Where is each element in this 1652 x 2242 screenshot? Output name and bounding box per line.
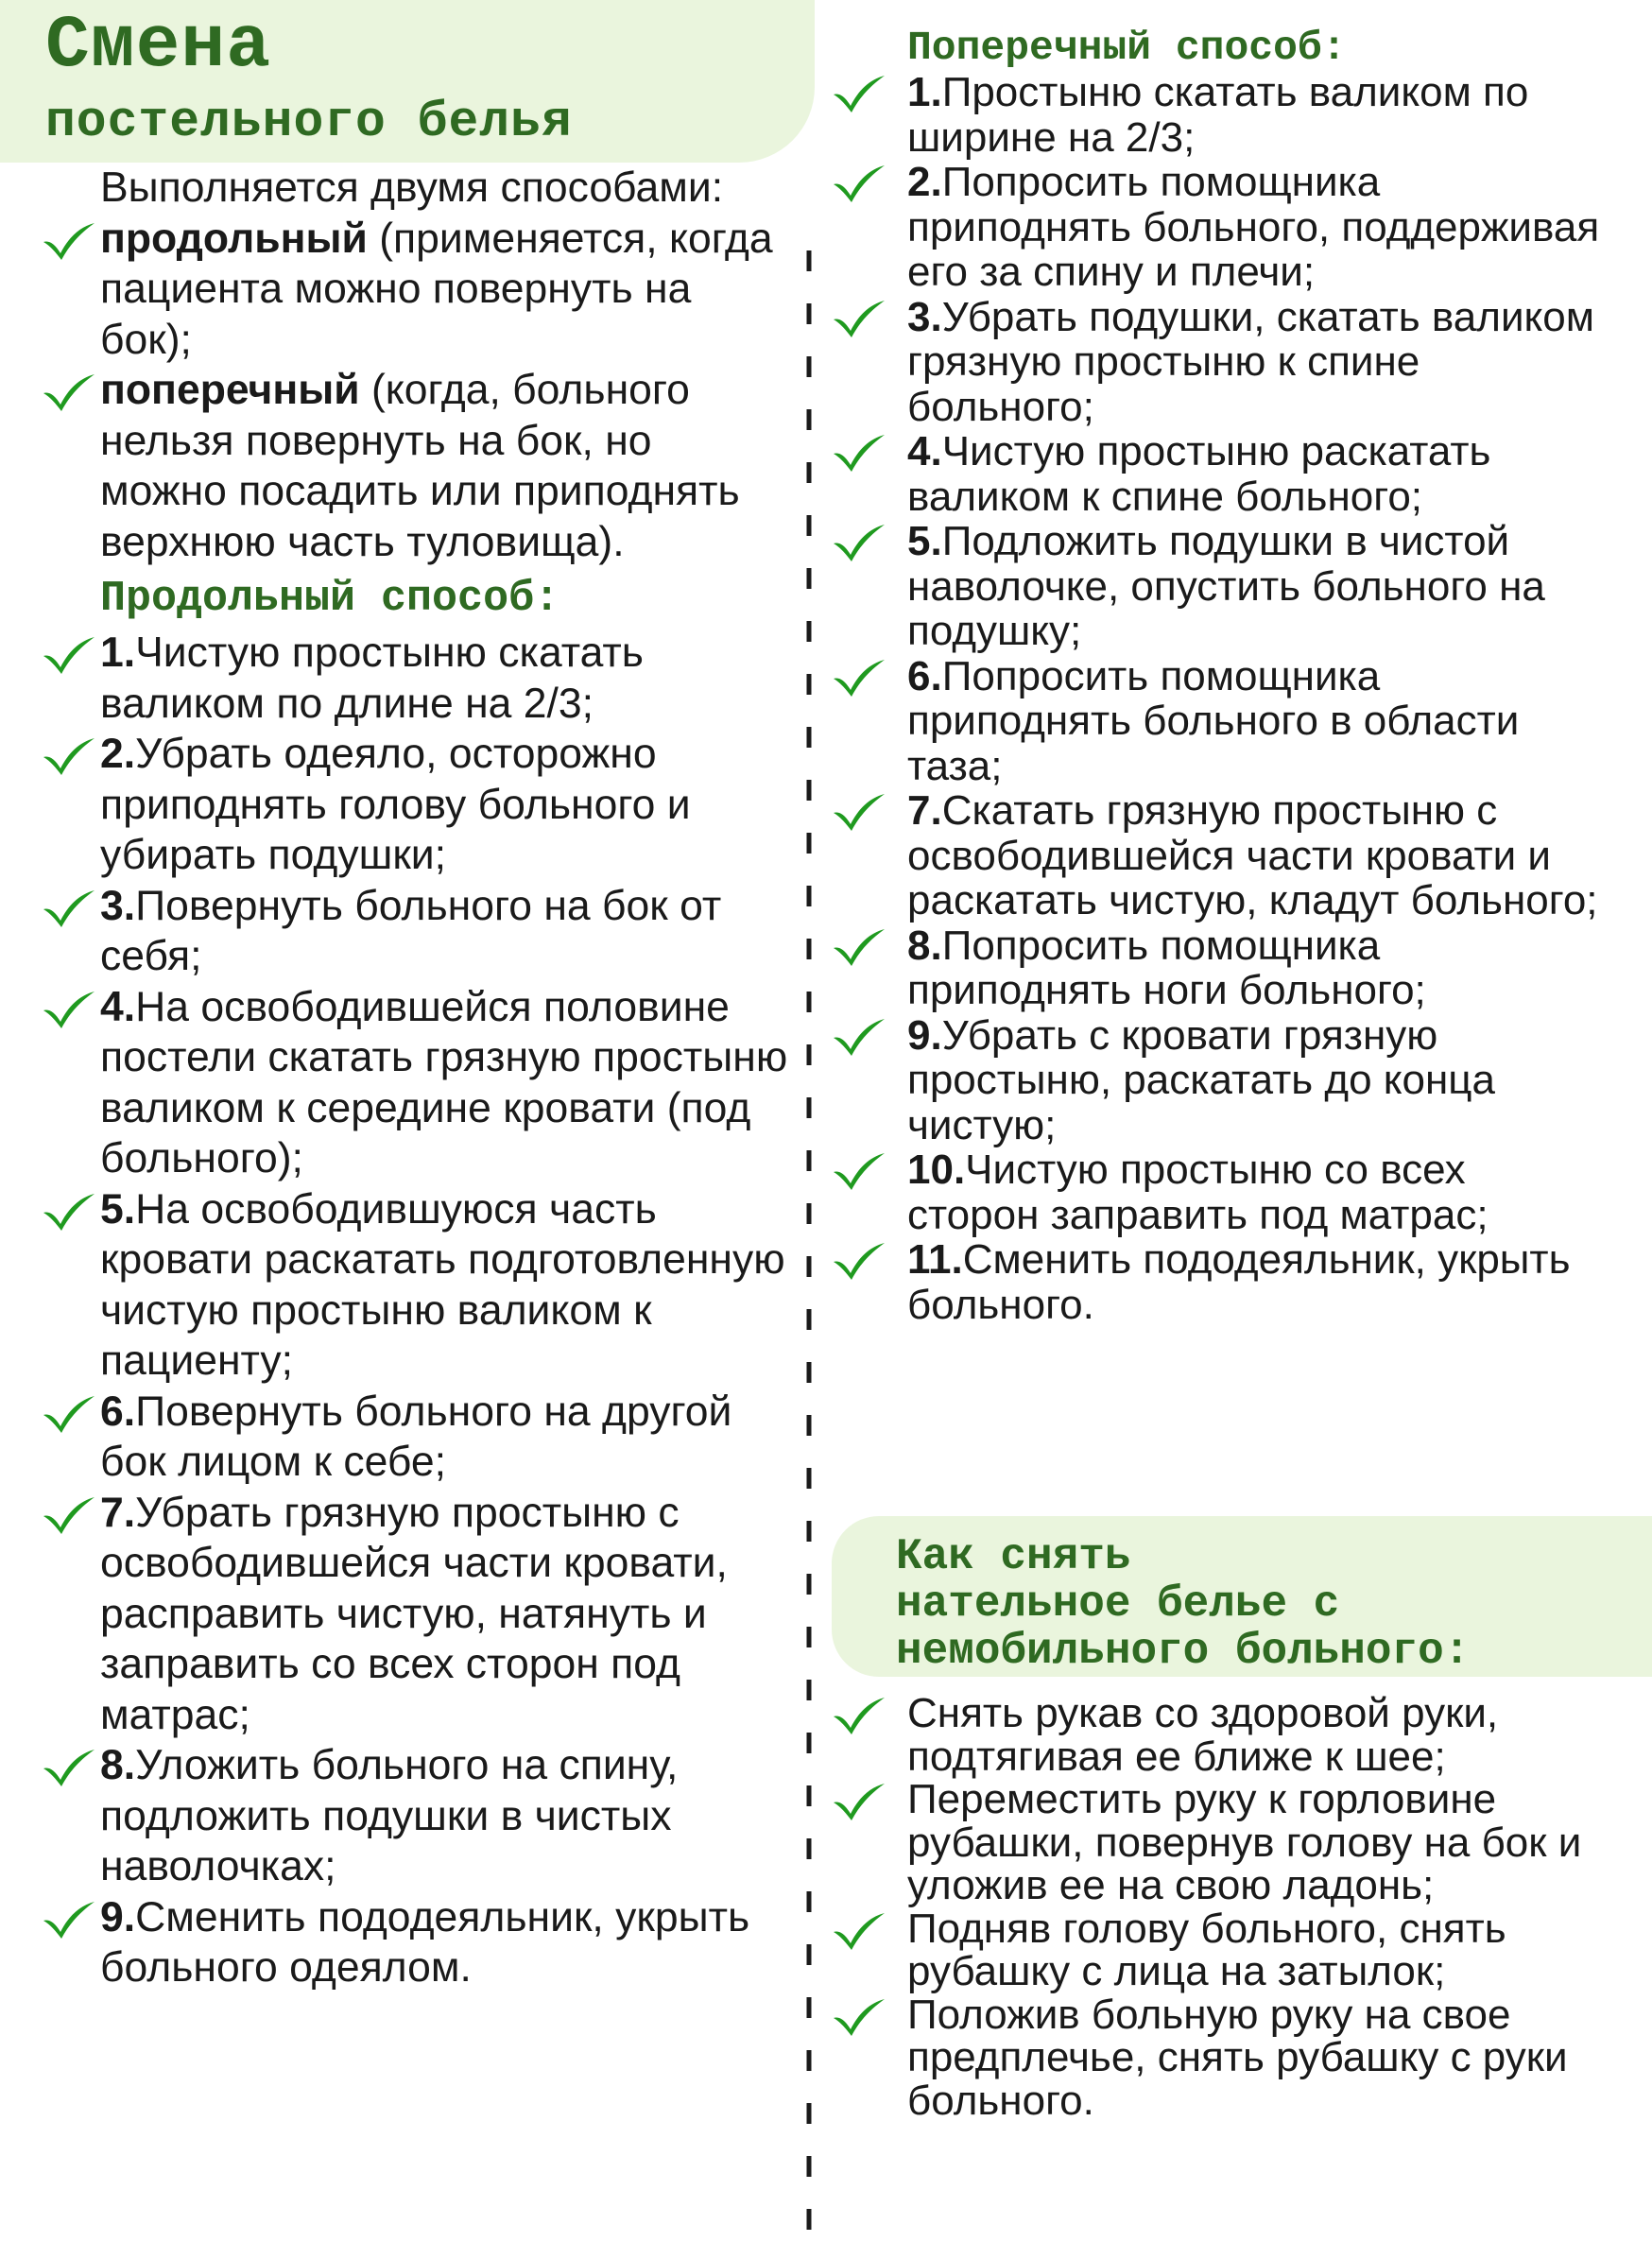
transverse-step-text: Попросить помощника приподнять больного, поддерживая его за спину и плечи; — [907, 159, 1600, 295]
longitudinal-step-text: Убрать грязную простыню с освободившейся части кровати, расправить чистую, натянуть и заправить со всех сторон под матрас; — [100, 1489, 728, 1738]
method-item — [42, 214, 788, 366]
transverse-step-text: Попросить помощника приподнять ноги больного; — [907, 922, 1426, 1013]
longitudinal-step — [42, 1184, 788, 1387]
checkmark-icon — [42, 221, 96, 261]
method-item-text: (когда, больного нельзя повернуть на бок, но можно посадить или приподнять верхнюю часть туловища). — [100, 367, 740, 565]
longitudinal-step-text: Сменить пододеяльник, укрыть больного одеялом. — [100, 1893, 750, 1991]
transverse-step-text: Чистую простыню раскатать валиком к спине больного; — [907, 428, 1491, 520]
checkmark-icon — [832, 1017, 886, 1057]
longitudinal-step-text: Убрать одеяло, осторожно приподнять голову больного и убирать подушки; — [100, 731, 691, 878]
transverse-steps — [832, 70, 1607, 1327]
underwear-steps — [832, 1692, 1607, 2122]
transverse-step — [832, 519, 1607, 654]
underwear-step-text: Положив больную руку на свое предплечье, снять рубашку с руки больного. — [907, 1991, 1568, 2124]
methods-list — [42, 214, 788, 568]
checkmark-icon — [42, 1394, 96, 1434]
method-item-number: продольный — [100, 215, 368, 262]
transverse-step — [832, 70, 1607, 160]
underwear-heading-line1: Как снять — [896, 1532, 1131, 1581]
transverse-step — [832, 923, 1607, 1013]
checkmark-icon — [832, 792, 886, 832]
longitudinal-step-number: 6. — [100, 1388, 136, 1435]
checkmark-icon — [832, 927, 886, 967]
method-item-number: поперечный — [100, 367, 360, 413]
longitudinal-step — [42, 1488, 788, 1741]
transverse-step — [832, 788, 1607, 923]
transverse-step — [832, 654, 1607, 789]
checkmark-icon — [42, 1192, 96, 1232]
checkmark-icon — [832, 1782, 886, 1821]
checkmark-icon — [832, 164, 886, 203]
longitudinal-step-number: 8. — [100, 1742, 136, 1788]
method-item-text: (применяется, когда пациента можно повернуть на бок); — [100, 215, 773, 363]
transverse-step-number: 11. — [907, 1236, 963, 1283]
checkmark-icon — [42, 990, 96, 1029]
checkmark-icon — [42, 372, 96, 412]
underwear-step-text: Переместить руку к горловине рубашки, повернув голову на бок и уложив ее на свою ладонь; — [907, 1776, 1582, 1908]
transverse-heading: Поперечный способ: — [907, 25, 1347, 71]
transverse-step-number: 7. — [907, 787, 942, 834]
transverse-step-number: 4. — [907, 428, 942, 474]
transverse-step — [832, 1237, 1607, 1327]
transverse-step-text: Скатать грязную простыню с освободившейся части кровати и раскатать чистую, кладут больного; — [907, 787, 1598, 923]
longitudinal-steps — [42, 628, 788, 1993]
right-column — [832, 26, 1607, 1327]
longitudinal-step-number: 9. — [100, 1893, 136, 1940]
transverse-step-number: 9. — [907, 1011, 942, 1059]
checkmark-icon — [832, 299, 886, 338]
transverse-step-text: Простыню скатать валиком по ширине на 2/3; — [907, 69, 1529, 161]
dashed-divider — [805, 250, 813, 2235]
longitudinal-step-number: 2. — [100, 731, 136, 777]
checkmark-icon — [832, 1241, 886, 1281]
transverse-step-number: 5. — [907, 518, 942, 564]
transverse-step — [832, 295, 1607, 430]
checkmark-icon — [832, 523, 886, 562]
underwear-column — [832, 1692, 1607, 2122]
longitudinal-step-text: Уложить больного на спину, подложить подушки в чистых наволочках; — [100, 1742, 679, 1889]
longitudinal-step-text: Повернуть больного на бок от себя; — [100, 882, 722, 979]
longitudinal-step-text: Чистую простыню скатать валиком по длине на 2/3; — [100, 629, 644, 727]
underwear-step-text: Снять рукав со здоровой руки, подтягивая ее ближе к шее; — [907, 1690, 1499, 1780]
checkmark-icon — [832, 658, 886, 698]
left-column — [42, 163, 788, 1993]
checkmark-icon — [42, 1900, 96, 1940]
longitudinal-step — [42, 1892, 788, 1993]
transverse-step-number: 3. — [907, 293, 942, 340]
underwear-step — [832, 1692, 1607, 1778]
longitudinal-step — [42, 729, 788, 881]
longitudinal-step-number: 7. — [100, 1489, 136, 1536]
longitudinal-step-number: 3. — [100, 882, 136, 929]
underwear-step — [832, 1778, 1607, 1907]
checkmark-icon — [832, 1911, 886, 1951]
longitudinal-step — [42, 628, 788, 729]
longitudinal-step-text: Повернуть больного на другой бок лицом к себе; — [100, 1388, 732, 1485]
longitudinal-step-number: 4. — [100, 983, 136, 1030]
transverse-step-number: 2. — [907, 159, 942, 205]
transverse-step-text: Подложить подушки в чистой наволочке, опустить больного на подушку; — [907, 518, 1545, 654]
longitudinal-step — [42, 1387, 788, 1488]
transverse-step — [832, 1013, 1607, 1148]
longitudinal-step-text: На освободившуюся часть кровати раскатать подготовленную чистую простыню валиком к пациенту; — [100, 1185, 785, 1384]
checkmark-icon — [42, 1748, 96, 1787]
page-title: Смена — [45, 5, 272, 88]
underwear-step — [832, 1993, 1607, 2123]
checkmark-icon — [832, 1997, 886, 2037]
checkmark-icon — [832, 74, 886, 113]
longitudinal-step — [42, 881, 788, 982]
transverse-step-text: Убрать с кровати грязную простыню, раскатать до конца чистую; — [907, 1011, 1495, 1148]
checkmark-icon — [42, 736, 96, 776]
intro-text: Выполняется двумя способами: — [100, 164, 724, 211]
underwear-heading-line3: немобильного больного: — [896, 1627, 1471, 1676]
page-subtitle: постельного белья — [45, 94, 573, 150]
transverse-step-number: 6. — [907, 652, 942, 699]
underwear-step-text: Подняв голову больного, снять рубашку с лица на затылок; — [907, 1905, 1506, 1994]
transverse-step-text: Сменить пододеяльник, укрыть больного. — [907, 1236, 1571, 1328]
transverse-step-number: 1. — [907, 69, 942, 115]
transverse-step-text: Чистую простыню со всех сторон заправить под матрас; — [907, 1147, 1489, 1238]
longitudinal-step-text: На освободившейся половине постели скатать грязную простыню валиком к середине кровати (под больного); — [100, 983, 788, 1181]
longitudinal-step-number: 5. — [100, 1185, 136, 1233]
checkmark-icon — [832, 1151, 886, 1191]
transverse-step-text: Попросить помощника приподнять больного в области таза; — [907, 652, 1520, 789]
underwear-heading-line2: нательное белье с — [896, 1579, 1340, 1629]
checkmark-icon — [42, 888, 96, 928]
longitudinal-heading: Продольный способ: — [100, 575, 560, 623]
underwear-step — [832, 1907, 1607, 1993]
underwear-panel — [832, 1516, 1652, 1677]
checkmark-icon — [42, 1495, 96, 1535]
underwear-heading — [896, 1533, 1470, 1675]
transverse-step — [832, 1147, 1607, 1237]
transverse-step — [832, 429, 1607, 519]
method-item — [42, 365, 788, 567]
transverse-step-number: 8. — [907, 922, 942, 969]
checkmark-icon — [42, 635, 96, 675]
title-panel — [0, 0, 815, 163]
checkmark-icon — [832, 433, 886, 473]
transverse-step — [832, 160, 1607, 295]
longitudinal-step-number: 1. — [100, 629, 136, 676]
transverse-step-text: Убрать подушки, скатать валиком грязную простыню к спине больного; — [907, 293, 1594, 430]
longitudinal-step — [42, 982, 788, 1184]
checkmark-icon — [832, 1696, 886, 1735]
longitudinal-step — [42, 1740, 788, 1892]
transverse-step-number: 10. — [907, 1147, 966, 1193]
